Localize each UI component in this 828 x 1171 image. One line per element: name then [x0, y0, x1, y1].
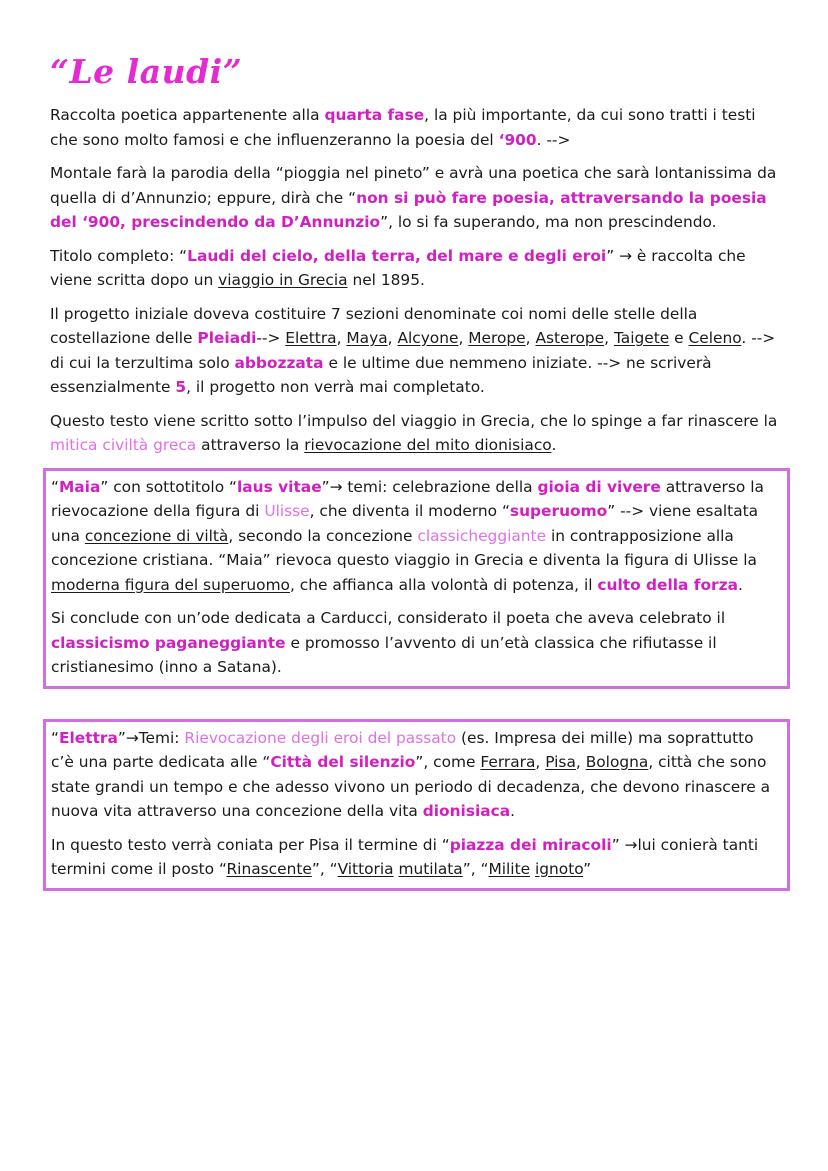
underline-maya: Maya — [346, 329, 388, 347]
highlight-full-title: Laudi del cielo, della terra, del mare e degli eroi — [187, 246, 607, 265]
elettra-box — [43, 719, 790, 891]
highlight-dionisiaca: dionisiaca — [422, 802, 511, 820]
highlight-culto-forza: culto della forza — [597, 575, 738, 594]
underline-ferrara: Ferrara — [480, 753, 536, 771]
page-title: “Le laudi” — [50, 52, 243, 91]
underline-viaggio: viaggio in Grecia — [218, 271, 348, 289]
underline-milite: Milite — [488, 860, 531, 878]
highlight-classicismo: classicismo paganeggiante — [51, 633, 286, 652]
underline-mutilata: mutilata — [398, 860, 463, 878]
maia-box — [43, 468, 790, 689]
underline-concezione-vilta: concezione di viltà — [84, 526, 229, 545]
project-paragraph: Il progetto iniziale doveva costituire 7 sezioni denominate coi nomi delle stelle della costellazione delle Pleiadi--> Elettra, Maya, Alcyone, Merope, Asterope, Taigete e Celeno. --> di cui la terzultima solo abbozzata e le ultime due nemmeno iniziate. --> ne scriverà essenzialmente 5, il progetto non verrà mai completato. — [50, 304, 776, 396]
underline-ignoto: ignoto — [535, 860, 584, 878]
highlight-piazza-miracoli: piazza dei miracoli — [449, 835, 612, 854]
light-ulisse: Ulisse — [264, 502, 310, 520]
highlight-gioia-di-vivere: gioia di vivere — [537, 477, 661, 496]
highlight-5: 5 — [175, 378, 187, 396]
underline-vittoria: Vittoria — [337, 860, 394, 878]
highlight-citta-silenzio: Città del silenzio — [270, 753, 416, 771]
underline-rinascente: Rinascente — [226, 860, 312, 878]
montale-paragraph: Montale farà la parodia della “pioggia nel pineto” e avrà una poetica che sarà lontanissima da quella di d’Annunzio; eppure, dirà che “non si può fare poesia, attraversando la poesia del ‘900, prescindendo da D’Annunzio”, lo si fa superando, ma non prescindendo. — [50, 164, 777, 231]
title-paragraph: Titolo completo: “Laudi del cielo, della terra, del mare e degli eroi” → è raccolta che viene scritta dopo un viaggio in Grecia nel 1895. — [50, 246, 746, 289]
elettra-paragraph: “Elettra”→Temi: Rievocazione degli eroi del passato (es. Impresa dei mille) ma soprattutto c’è una parte dedicata alle “Città del silenzio”, come Ferrara, Pisa, Bologna, città che sono state grandi un tempo e che adesso vivono un periodo di decadenza, che devono rinascere a nuova vita attraverso una concezione della vita dionisiaca. — [51, 728, 771, 820]
underline-alcyone: Alcyone — [397, 329, 459, 347]
highlight-quarta-fase: quarta fase — [324, 106, 425, 124]
underline-mito-dionisiaco: rievocazione del mito dionisiaco — [304, 436, 552, 454]
highlight-laus-vitae: laus vitae — [237, 477, 322, 496]
underline-asterope: Asterope — [535, 329, 605, 347]
highlight-pleiadi: Pleiadi — [197, 329, 257, 347]
light-mitica-civilta: mitica civiltà greca — [50, 436, 197, 454]
underline-merope: Merope — [468, 329, 526, 347]
highlight-maia: Maia — [58, 477, 101, 496]
underline-celeno: Celeno — [688, 329, 742, 347]
highlight-abbozzata: abbozzata — [234, 353, 324, 372]
underline-bologna: Bologna — [585, 753, 649, 771]
highlight-quote-montale: non si può fare poesia, attraversando la poesia del ‘900, prescindendo da D’Annunzio — [50, 188, 767, 231]
maia-paragraph: “Maia” con sottotitolo “laus vitae”→ temi: celebrazione della gioia di vivere attraverso la rievocazione della figura di Ulisse, che diventa il moderno “superuomo” --> viene esaltata una concezione di viltà, secondo la concezione classicheggiante in contrapposizione alla concezione cristiana. “Maia” rievoca questo viaggio in Grecia e diventa la figura di Ulisse la moderna figura del superuomo, che affianca alla volontà di potenza, il culto della forza. — [51, 477, 764, 594]
highlight-900: ‘900 — [498, 130, 537, 149]
highlight-superuomo: superuomo — [509, 502, 608, 520]
underline-elettra: Elettra — [285, 329, 337, 347]
greece-paragraph: Questo testo viene scritto sotto l’impulso del viaggio in Grecia, che lo spinge a far rinascere la mitica civiltà greca attraverso la rievocazione del mito dionisiaco. — [50, 411, 778, 454]
carducci-paragraph: Si conclude con un’ode dedicata a Carducci, considerato il poeta che aveva celebrato il classicismo paganeggiante e promosso l’avvento di un’età classica che rifiutasse il cristianesimo (inno a Satana). — [51, 609, 726, 676]
light-classicheggiante: classicheggiante — [417, 526, 547, 545]
miracoli-paragraph: In questo testo verrà coniata per Pisa il termine di “piazza dei miracoli” →lui conierà tanti termini come il posto “Rinascente”, “Vittoria mutilata”, “Milite ignoto” — [51, 835, 759, 878]
light-rievocazione-eroi: Rievocazione degli eroi del passato — [184, 728, 457, 747]
underline-taigete: Taigete — [613, 329, 670, 347]
underline-pisa: Pisa — [545, 753, 576, 771]
underline-moderna-figura: moderna figura del superuomo — [51, 575, 290, 594]
highlight-elettra: Elettra — [58, 728, 118, 747]
intro-paragraph: Raccolta poetica appartenente alla quarta fase, la più importante, da cui sono tratti i testi che sono molto famosi e che influenzeranno la poesia del ‘900. --> — [50, 106, 756, 149]
